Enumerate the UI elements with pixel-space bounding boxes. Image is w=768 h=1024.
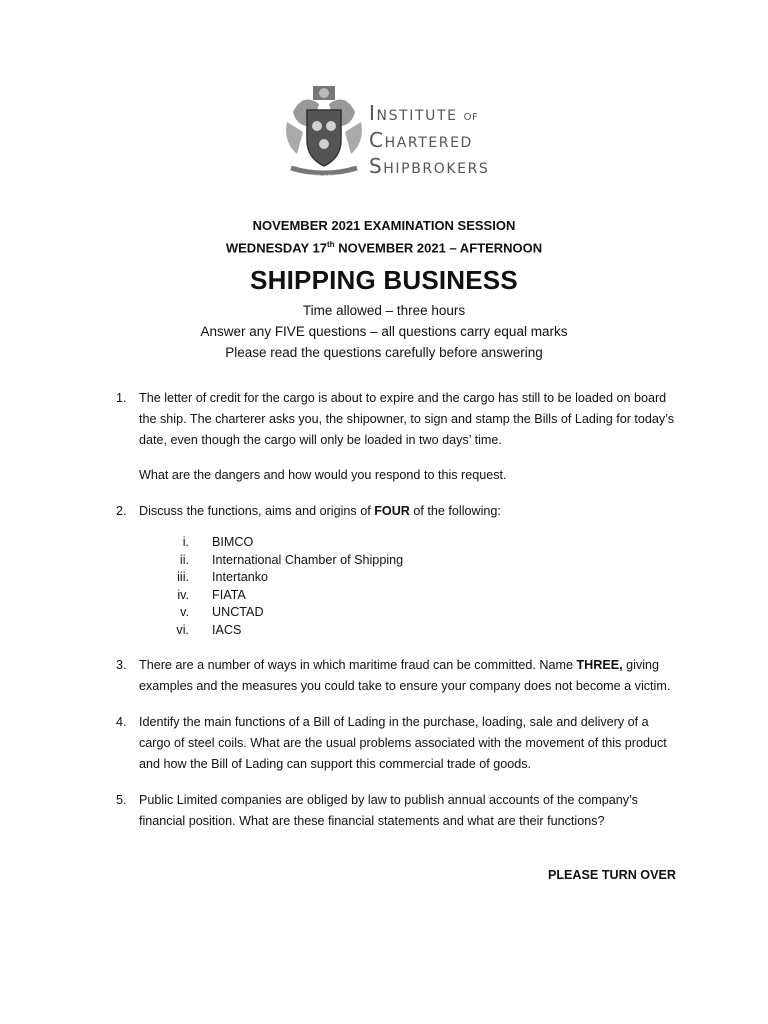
list-item: v. UNCTAD: [180, 605, 264, 620]
list-item: vi. IACS: [176, 622, 242, 637]
questions-list: [112, 388, 680, 832]
exam-session: NOVEMBER 2021 EXAMINATION SESSION: [252, 218, 516, 233]
question-1: 1. The letter of credit for the cargo is about to expire and the cargo has still to be loaded on board the ship. The charterer asks you, the shipowner, to sign and stamp the Bills of Lading for today’s date, even though the cargo will only be loaded in two days’ time. What are the dangers and how would you respond to this request.: [112, 388, 680, 486]
time-allowed: Time allowed – three hours: [302, 303, 466, 319]
question-text: What are the dangers and how would you respond to this request.: [139, 468, 507, 482]
exam-header: [0, 216, 768, 363]
list-item: iv. FIATA: [177, 587, 246, 602]
question-4: 4. Identify the main functions of a Bill of Lading in the purchase, loading, sale and delivery of a cargo of steel coils. What are the usual problems associated with the movement of this product and how the Bill of Lading can support this commercial trade of goods.: [112, 712, 680, 775]
list-item: ii. International Chamber of Shipping: [179, 552, 404, 567]
question-text: Discuss the functions, aims and origins of FOUR of the following:: [139, 504, 501, 518]
coat-of-arms-icon: [283, 82, 365, 182]
institute-logo: [283, 82, 493, 182]
question-text: Public Limited companies are obliged by law to publish annual accounts of the company’s financial position. What are these financial statements and what are their functions?: [139, 792, 638, 828]
question-2: 2. Discuss the functions, aims and origins of FOUR of the following: i. BIMCO ii. International Chamber of Shipping iii. Intertanko iv. FIATA v. UNCTAD vi. IACS: [112, 501, 680, 640]
read-note: Please read the questions carefully before answering: [225, 345, 543, 361]
instruction: Answer any FIVE questions – all questions carry equal marks: [200, 324, 568, 340]
institute-name: INSTITUTE OF CHARTERED SHIPBROKERS: [369, 101, 490, 178]
question-text: There are a number of ways in which maritime fraud can be committed. Name THREE, giving examples and the measures you could take to ensure your company does not become a victim.: [139, 657, 671, 693]
list-item: iii. Intertanko: [177, 570, 269, 585]
please-turn-over: PLEASE TURN OVER: [547, 868, 676, 882]
organisation-list: [139, 534, 680, 640]
exam-title: SHIPPING BUSINESS: [250, 265, 518, 296]
logo-motto: CONCORDIA · NAVIGANTIBUS: [293, 173, 357, 178]
question-5: 5. Public Limited companies are obliged by law to publish annual accounts of the company’s financial position. What are these financial statements and what are their functions?: [112, 790, 680, 832]
exam-date: WEDNESDAY 17th NOVEMBER 2021 – AFTERNOON: [225, 240, 543, 256]
question-text: The letter of credit for the cargo is about to expire and the cargo has still to be loaded on board the ship. The charterer asks you, the shipowner, to sign and stamp the Bills of Lading for today’s date, even though the cargo will only be loaded in two days’ time.: [139, 391, 675, 447]
question-3: 3. There are a number of ways in which maritime fraud can be committed. Name THREE, giving examples and the measures you could take to ensure your company does not become a victim.: [112, 655, 680, 697]
question-text: Identify the main functions of a Bill of Lading in the purchase, loading, sale and delivery of a cargo of steel coils. What are the usual problems associated with the movement of this product and how the Bill of Lading can support this commercial trade of goods.: [139, 714, 667, 771]
list-item: i. BIMCO: [182, 535, 254, 549]
